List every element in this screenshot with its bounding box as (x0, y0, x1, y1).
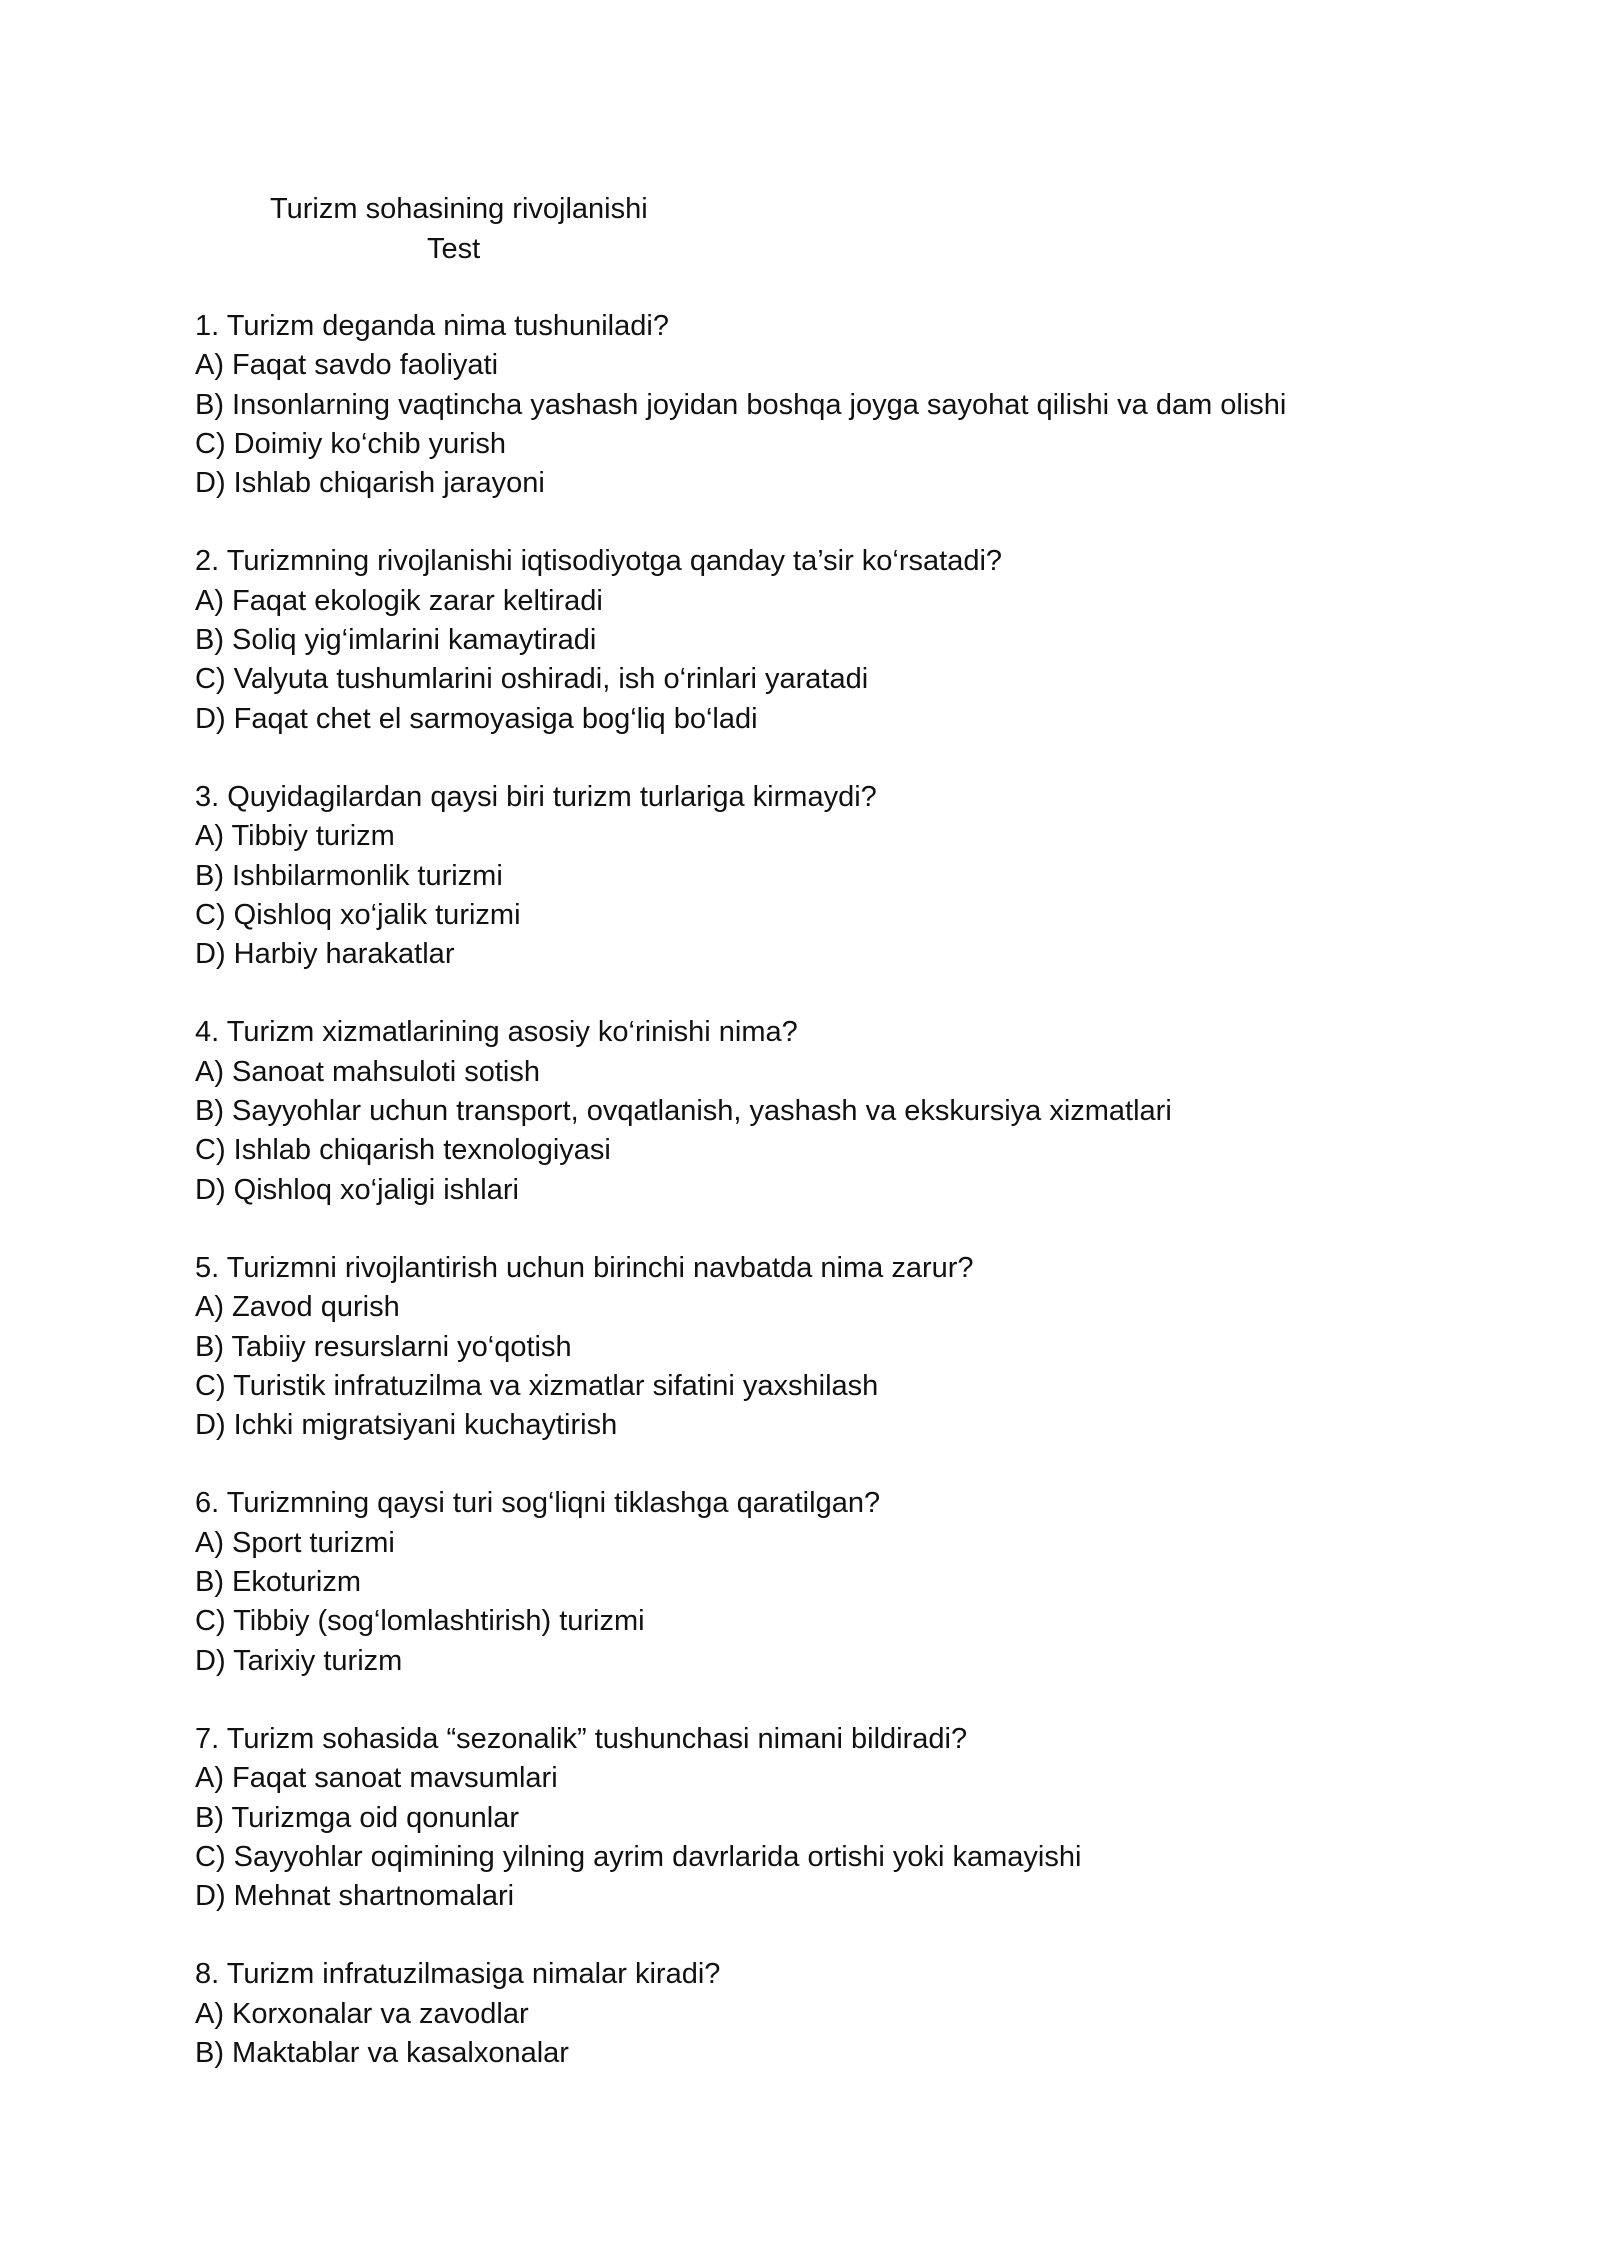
question-text: 5. Turizmni rivojlantirish uchun birinchi navbatda nima zarur? (195, 1251, 974, 1284)
answer-option: A) Sanoat mahsuloti sotish (195, 1055, 540, 1088)
answer-option: C) Sayyohlar oqimining yilning ayrim davrlarida ortishi yoki kamayishi (195, 1840, 1082, 1873)
question-list (195, 307, 1495, 2112)
answer-option: C) Doimiy ko‘chib yurish (195, 427, 507, 460)
answer-option: B) Ishbilarmonlik turizmi (195, 859, 503, 892)
answer-option: A) Faqat savdo faoliyati (195, 349, 499, 382)
answer-option: B) Insonlarning vaqtincha yashash joyidan boshqa joyga sayohat qilishi va dam olishi (195, 388, 1287, 421)
document-subtitle: Test (427, 233, 481, 265)
answer-option: D) Ichki migratsiyani kuchaytirish (195, 1409, 618, 1442)
question-block (195, 1484, 1495, 1680)
answer-option: A) Sport turizmi (195, 1526, 395, 1559)
answer-option: B) Tabiiy resurslarni yo‘qotish (195, 1330, 572, 1363)
question-block (195, 778, 1495, 974)
answer-option: D) Faqat chet el sarmoyasiga bog‘liq bo‘ladi (195, 702, 758, 735)
question-text: 2. Turizmning rivojlanishi iqtisodiyotga qanday ta’sir ko‘rsatadi? (195, 545, 1003, 578)
question-block (195, 1013, 1495, 1209)
question-block (195, 1955, 1495, 2073)
answer-option: C) Valyuta tushumlarini oshiradi, ish o‘rinlari yaratadi (195, 663, 869, 696)
answer-option: C) Ishlab chiqarish texnologiyasi (195, 1134, 611, 1167)
answer-option: C) Qishloq xo‘jalik turizmi (195, 898, 521, 931)
answer-option: A) Zavod qurish (195, 1291, 400, 1324)
answer-option: B) Turizmga oid qonunlar (195, 1801, 519, 1834)
answer-option: D) Qishloq xo‘jaligi ishlari (195, 1173, 519, 1206)
question-block (195, 542, 1495, 738)
question-text: 3. Quyidagilardan qaysi biri turizm turlariga kirmaydi? (195, 780, 877, 813)
answer-option: D) Ishlab chiqarish jarayoni (195, 467, 545, 500)
answer-option: D) Mehnat shartnomalari (195, 1880, 515, 1913)
answer-option: C) Turistik infratuzilma va xizmatlar sifatini yaxshilash (195, 1369, 879, 1402)
answer-option: A) Korxonalar va zavodlar (195, 1997, 529, 2030)
question-text: 4. Turizm xizmatlarining asosiy ko‘rinishi nima? (195, 1016, 798, 1049)
answer-option: C) Tibbiy (sog‘lomlashtirish) turizmi (195, 1605, 645, 1638)
answer-option: A) Faqat sanoat mavsumlari (195, 1762, 558, 1795)
question-block (195, 307, 1495, 503)
question-text: 6. Turizmning qaysi turi sog‘liqni tiklashga qaratilgan? (195, 1487, 881, 1520)
answer-option: D) Harbiy harakatlar (195, 938, 455, 971)
question-block (195, 1249, 1495, 1445)
question-text: 8. Turizm infratuzilmasiga nimalar kiradi? (195, 1958, 721, 1991)
question-block (195, 1720, 1495, 1916)
question-text: 1. Turizm deganda nima tushuniladi? (195, 310, 669, 342)
answer-option: A) Tibbiy turizm (195, 820, 395, 853)
document-title: Turizm sohasining rivojlanishi (270, 193, 648, 225)
answer-option: B) Maktablar va kasalxonalar (195, 2036, 569, 2069)
question-text: 7. Turizm sohasida “sezonalik” tushunchasi nimani bildiradi? (195, 1722, 968, 1755)
answer-option: A) Faqat ekologik zarar keltiradi (195, 584, 603, 617)
answer-option: B) Sayyohlar uchun transport, ovqatlanish, yashash va ekskursiya xizmatlari (195, 1095, 1172, 1128)
answer-option: B) Soliq yig‘imlarini kamaytiradi (195, 624, 597, 657)
answer-option: D) Tarixiy turizm (195, 1644, 403, 1677)
answer-option: B) Ekoturizm (195, 1566, 361, 1599)
